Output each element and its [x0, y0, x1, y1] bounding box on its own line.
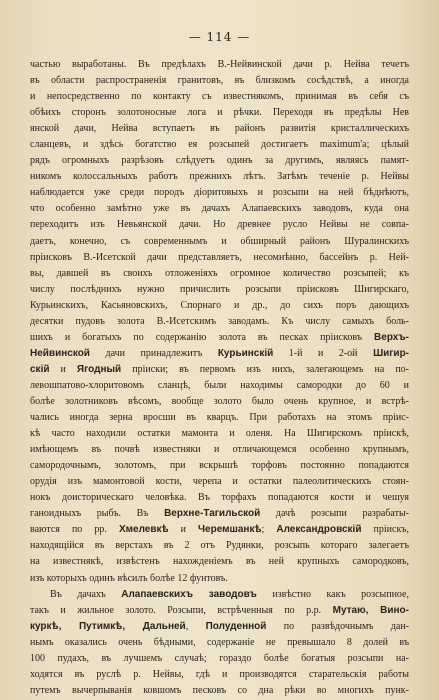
text-run: орудія изъ мамонтовой кости, черепа и остатки палеолитическихъ стоян- — [30, 476, 409, 488]
bold-term: Шигир- — [373, 347, 409, 359]
text-run: янской дачи, Нейва вступаетъ въ районъ развитія кристаллическихъ — [30, 123, 409, 135]
text-line — [30, 651, 409, 667]
text-line — [30, 362, 409, 378]
text-run: ходятся въ руслѣ р. Нейвы, гдѣ и производятся старательскія работы — [30, 668, 409, 680]
text-run: и — [49, 363, 77, 375]
bold-term: Мутаю, Вино- — [332, 604, 409, 616]
text-run: болѣе золотниковъ вѣсомъ, вообще золото было очень крупное, и встрѣ- — [30, 395, 409, 407]
text-line — [30, 57, 409, 73]
text-run: наблюдается уже среди породъ діоритовыхъ и розсыпи на ней бѣднѣютъ, — [30, 187, 409, 199]
text-line — [30, 490, 409, 506]
text-run: извѣстно какъ розсыпное, — [256, 588, 409, 600]
text-line — [30, 587, 409, 603]
text-run: и непосредственно по контакту съ известнякомъ, принимая въ себя съ — [30, 91, 409, 103]
bold-term: Черемшанкѣ — [198, 524, 262, 536]
text-run: нокъ доисторическаго человѣка. Въ торфахъ попадаются кости и чешуя — [30, 492, 409, 504]
text-run: имѣющемъ въ почвѣ известняки и отличающемся особенно крупнымъ, — [30, 444, 409, 456]
text-line — [30, 426, 409, 442]
text-line — [30, 298, 409, 314]
text-line — [30, 603, 409, 619]
text-run: Въ дачахъ — [50, 588, 122, 600]
bold-term: Верхне-Тагильской — [164, 508, 261, 520]
text-run: пріиски; въ первомъ изъ нихъ, залегающемъ на по- — [121, 363, 409, 375]
text-run: чались иногда зерна вросши въ кварцъ. При работахъ на этомъ пріис- — [30, 412, 409, 424]
text-run: изъ которыхъ одинъ вѣсилъ болѣе 12 фунтовъ. — [30, 572, 228, 584]
bold-term: Нейвинской — [30, 347, 90, 359]
text-line — [30, 217, 409, 233]
text-run: вы, давшей въ своихъ отложеніяхъ огромное количество розсыпей; къ — [30, 267, 409, 279]
text-run: частью выработаны. Въ предѣлахъ В.-Нейвинской дачи р. Нейва течетъ — [30, 59, 409, 70]
text-line — [30, 619, 409, 635]
text-run: Курьинскихъ, Касьяновскихъ, Спорнаго и др., до сихъ поръ дающихъ — [30, 299, 409, 311]
text-line — [30, 250, 409, 266]
text-line — [30, 73, 409, 89]
text-run: числу послѣднихъ нужно причислить розсыпи пріисковъ Шигирскаго, — [30, 283, 409, 295]
body-text — [30, 57, 409, 699]
text-run: что особенно замѣтно уже въ дачахъ Алапаевскихъ заводовъ, куда она — [30, 203, 409, 215]
text-run: никомъ колоссальныхъ работъ прежнихъ лѣтъ. Затѣмъ теченіе р. Нейвы — [30, 171, 409, 183]
text-run: десятки пудовъ золота В.-Исетскимъ заводамъ. Къ числу самыхъ боль- — [30, 315, 409, 327]
text-run: такъ и жильное золото. Розсыпи, встрѣченныя по р.р. — [30, 604, 333, 616]
text-line — [30, 201, 409, 217]
text-run: 1-й и 2-ой — [273, 347, 374, 359]
page-number: — 114 — — [188, 30, 251, 44]
bold-term: Курьинскій — [217, 347, 274, 359]
text-line — [30, 185, 409, 201]
text-run: , — [185, 620, 206, 632]
text-run: левошпатово-хлоритовомъ сланцѣ, были находимы самородки до 60 и — [30, 379, 409, 391]
text-line — [30, 635, 409, 651]
text-line — [30, 169, 409, 185]
text-run: дачи принадлежитъ — [89, 347, 218, 359]
text-run: обѣихъ сторонъ золотоносные лога и рѣчки. Переходя въ предѣлы Нев — [30, 107, 409, 119]
text-line — [30, 506, 409, 522]
text-line — [30, 522, 409, 538]
text-line — [30, 571, 409, 587]
text-line — [30, 314, 409, 330]
text-line — [30, 89, 409, 105]
text-run: по развѣдочнымъ дан- — [266, 620, 409, 632]
text-line — [30, 121, 409, 137]
text-line — [30, 554, 409, 570]
text-run: шихъ и богатыхъ по содержанію золота въ песках пріисковъ — [30, 331, 375, 343]
text-run: дачѣ розсыпи разрабаты- — [260, 508, 409, 520]
text-run: рядъ огромныхъ разрѣзовъ слѣдуетъ одинъ за другимъ, являясь памят- — [30, 155, 409, 167]
text-line — [30, 442, 409, 458]
bold-term: Ягодный — [76, 363, 122, 375]
text-run: даетъ, конечно, съ современнымъ и обширный районъ Шуралинскихъ — [30, 235, 409, 247]
bold-term: куркѣ, Путимкѣ, Дальней — [30, 620, 186, 632]
text-run: на известнякѣ, извѣстенъ нахожденіемъ въ ней крупныхъ самородковъ, — [30, 556, 409, 568]
text-line — [30, 538, 409, 554]
text-run: пріискъ, — [361, 524, 409, 536]
bold-term: Хмелевкѣ — [118, 524, 169, 536]
text-line — [30, 282, 409, 298]
text-line — [30, 266, 409, 282]
text-line — [30, 153, 409, 169]
text-line — [30, 346, 409, 362]
text-run: находящійся въ верстахъ въ 2 отъ Рудянки, розсыпь котораго залегаетъ — [30, 540, 409, 552]
text-line — [30, 458, 409, 474]
text-run: переходитъ изъ Невьянской дачи. Но древнее русло Нейвы не совпа- — [30, 219, 409, 231]
text-run: и — [168, 524, 199, 536]
text-line — [30, 330, 409, 346]
text-run: ваются по рр. — [30, 524, 119, 536]
bold-term: Верхъ- — [374, 331, 409, 343]
text-run: сланцевъ, и здѣсь богатство ея розсыпей достигаетъ maximum'a; цѣлый — [30, 139, 409, 151]
text-line — [30, 683, 409, 699]
text-line — [30, 394, 409, 410]
text-run: нымъ оказались очень бѣдными, содержаніе не превышало 8 долей въ — [30, 636, 409, 648]
text-line — [30, 105, 409, 121]
text-line — [30, 378, 409, 394]
bold-term: Алапаевскихъ заводовъ — [121, 588, 257, 600]
bold-term: скій — [30, 363, 50, 375]
text-run: ганоидныхъ рыбъ. Въ — [30, 508, 165, 520]
text-run: пріисковъ В.-Исетской дачи представляетъ, несомнѣнно, бассейнъ р. Ней- — [30, 251, 409, 263]
text-run: въ области распространенія гранитовъ, въ близкомъ сосѣдствѣ, а иногда — [30, 75, 409, 87]
text-run: кѣ часто находили остатки мамонта и оленя. На Шигирскомъ пріискѣ, — [30, 428, 409, 440]
text-line — [30, 474, 409, 490]
text-run: путемъ вычерпыванія ковшомъ песковъ со дна рѣки во многихъ пунк- — [30, 684, 409, 696]
text-run: самородочнымъ, золотомъ, при вскрышѣ торфовъ постоянно попадаются — [30, 460, 409, 472]
text-line — [30, 137, 409, 153]
text-run: ; — [261, 524, 277, 536]
text-line — [30, 667, 409, 683]
bold-term: Полуденной — [205, 620, 267, 632]
bold-term: Александровскій — [276, 524, 362, 536]
text-line — [30, 234, 409, 250]
text-run: 100 пудахъ, въ лучшемъ случаѣ; гораздо болѣе богатыя розсыпи на- — [30, 652, 409, 664]
text-line — [30, 410, 409, 426]
